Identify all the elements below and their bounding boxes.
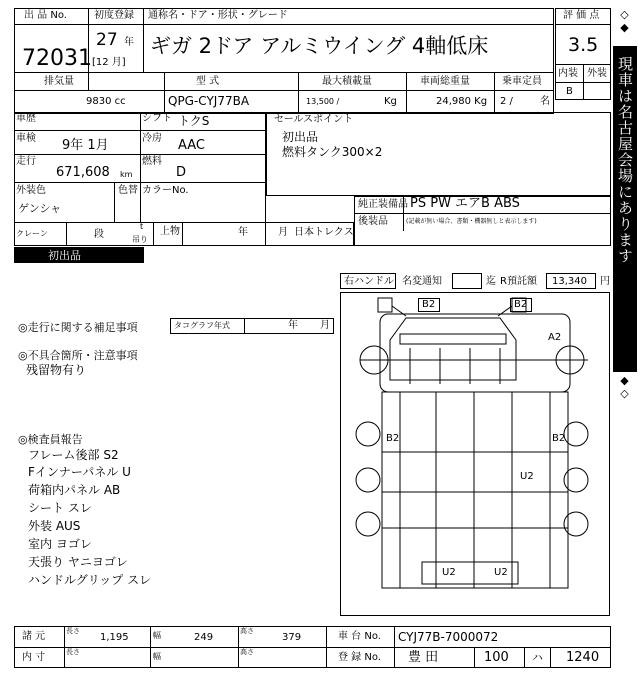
fuel-value: D: [176, 165, 187, 180]
width-label: 幅: [153, 631, 161, 640]
crane-label: クレーン: [16, 229, 48, 238]
registration-class: 100: [484, 650, 509, 665]
inner-label: 内 寸: [22, 652, 46, 663]
ac-label: 冷房: [142, 133, 162, 144]
exterior-label: 外装: [587, 68, 607, 79]
interior-grade: B: [566, 86, 573, 97]
damage-mark: U2: [494, 567, 508, 578]
inspector-item: フレーム後部 S2: [28, 448, 119, 462]
registration-number: 1240: [566, 650, 600, 665]
first-listing-banner: [14, 247, 144, 263]
dim-label: 諸 元: [22, 631, 46, 642]
crane-stage: 段: [94, 229, 104, 240]
recycle-label: R預託額: [500, 276, 537, 287]
defect-label: ◎不具合箇所・注意事項: [18, 349, 138, 362]
side-banner-bottom: [612, 374, 636, 410]
registration-kana: ハ: [532, 651, 543, 664]
height-value: 379: [282, 632, 302, 643]
load-unit: Kg: [384, 96, 397, 107]
body-maker: 日本トレクス: [294, 227, 354, 238]
run-notes-label: ◎走行に関する補足事項: [18, 321, 138, 334]
damage-mark: U2: [520, 471, 534, 482]
height-label: 高さ: [240, 627, 254, 635]
body-month: 月: [278, 227, 288, 238]
registration-label: 登 録 No.: [338, 652, 381, 663]
side-banner-text: 現車は名古屋会場にあります: [616, 56, 634, 264]
aftermarket-label: 後装品: [358, 216, 388, 227]
load: 13,500 /: [306, 97, 340, 106]
sales-label: セールスポイント: [274, 114, 354, 125]
fuel-label: 燃料: [142, 156, 162, 167]
recycle-unit: 円: [600, 276, 610, 287]
equipment-label: 純正装備品: [358, 199, 408, 210]
name-change-label: 名変通知: [402, 276, 442, 287]
steering-label: 右ハンドル: [344, 276, 394, 287]
color-label: 外装色: [16, 185, 46, 196]
length-label: 長さ: [66, 627, 80, 635]
mileage-label: 走行: [16, 156, 36, 167]
color-value: ゲンシャ: [18, 202, 62, 215]
inspector-label: ◎検査員報告: [18, 433, 83, 446]
side-banner: [613, 46, 637, 372]
inner-length-label: 長さ: [66, 648, 80, 656]
gross-label: 車両総重量: [420, 76, 470, 87]
damage-mark: B2: [422, 299, 436, 310]
body-label: 上物: [160, 226, 180, 237]
tacho-month: 月: [320, 320, 330, 331]
color-no-label: カラーNo.: [142, 185, 189, 196]
deadline-label: 迄: [486, 276, 496, 287]
shift-label: シフト: [142, 113, 172, 124]
side-banner-bottom-text: ◆◇: [618, 374, 631, 400]
registration-area: 豊 田: [408, 650, 439, 665]
recycle-value: 13,340: [552, 276, 587, 287]
score-value: 3.5: [568, 34, 599, 56]
inspector-item: Fインナーパネル U: [28, 465, 131, 479]
equipment-value: PS PW エアB ABS: [410, 196, 520, 211]
crane-hanging: 吊り: [132, 235, 148, 244]
truck-diagram: [340, 292, 610, 616]
body-year: 年: [238, 227, 248, 238]
damage-mark: A2: [548, 332, 562, 343]
load-label: 最大積載量: [322, 76, 372, 87]
model: QPG-CYJ77BA: [168, 94, 250, 108]
displacement-label: 排気量: [44, 76, 74, 87]
side-banner-top: [612, 8, 636, 44]
first-listing-text: 初出品: [48, 249, 81, 262]
damage-mark: B2: [514, 299, 528, 310]
chassis-value: CYJ77B-7000072: [398, 630, 499, 644]
capacity-label: 乗車定員: [502, 76, 542, 87]
inner-height-label: 高さ: [240, 648, 254, 656]
inspector-item: 外装 AUS: [28, 519, 81, 533]
car-name: ギガ 2ドア アルミウイング 4軸低床: [150, 34, 489, 58]
inspector-item: 荷箱内パネル AB: [28, 483, 121, 497]
tacho-label: タコグラフ年式: [174, 321, 230, 330]
mileage-value: 671,608: [56, 165, 110, 180]
model-label: 型 式: [196, 76, 220, 87]
color-change-label: 色替: [118, 185, 138, 196]
lot-label: 出 品 No.: [24, 10, 67, 21]
aftermarket-note: (記載が無い場合、書類・機器無しと表示します): [406, 218, 537, 225]
capacity: 2 /: [500, 96, 513, 107]
damage-mark: U2: [442, 567, 456, 578]
ac-value: AAC: [178, 138, 205, 153]
lot-number: 72031: [22, 46, 92, 71]
inspector-item: シート スレ: [28, 501, 92, 515]
capacity-unit: 名: [540, 96, 550, 107]
inspector-item: 天張り ヤニヨゴレ: [28, 555, 128, 569]
name-label: 通称名・ドア・形状・グレード: [148, 10, 288, 21]
chassis-label: 車 台 No.: [338, 631, 381, 642]
sales-line-1: 初出品: [282, 130, 319, 144]
year-unit: 年: [124, 37, 134, 48]
length-value: 1,195: [100, 632, 129, 643]
defect-value: 残留物有り: [26, 363, 87, 377]
inspection-label: 車検: [16, 133, 36, 144]
width-value: 249: [194, 632, 214, 643]
history-label: 車歴: [16, 113, 36, 124]
damage-mark: B2: [552, 433, 566, 444]
crane-ton: t: [140, 222, 144, 231]
inspector-item: 室内 ヨゴレ: [28, 537, 92, 551]
damage-mark: B2: [386, 433, 400, 444]
inner-width-label: 幅: [153, 652, 161, 661]
side-banner-top-text: ◇◆: [618, 8, 631, 34]
score-label: 評 価 点: [563, 10, 600, 21]
name-change-box: [452, 273, 482, 289]
gross: 24,980 Kg: [436, 96, 488, 107]
reg-label: 初度登録: [94, 10, 134, 21]
sales-line-2: 燃料タンク300×2: [282, 145, 383, 159]
reg-month: [12 月]: [92, 57, 126, 68]
inspector-item: ハンドルグリップ スレ: [28, 573, 152, 587]
interior-label: 内装: [558, 68, 578, 79]
inspection-value: 9年 1月: [62, 138, 109, 153]
tacho-year: 年: [288, 320, 298, 331]
mileage-unit: km: [120, 170, 133, 179]
displacement: 9830 cc: [86, 96, 126, 107]
shift-value: トクS: [178, 114, 210, 128]
reg-year: 27: [96, 30, 118, 50]
